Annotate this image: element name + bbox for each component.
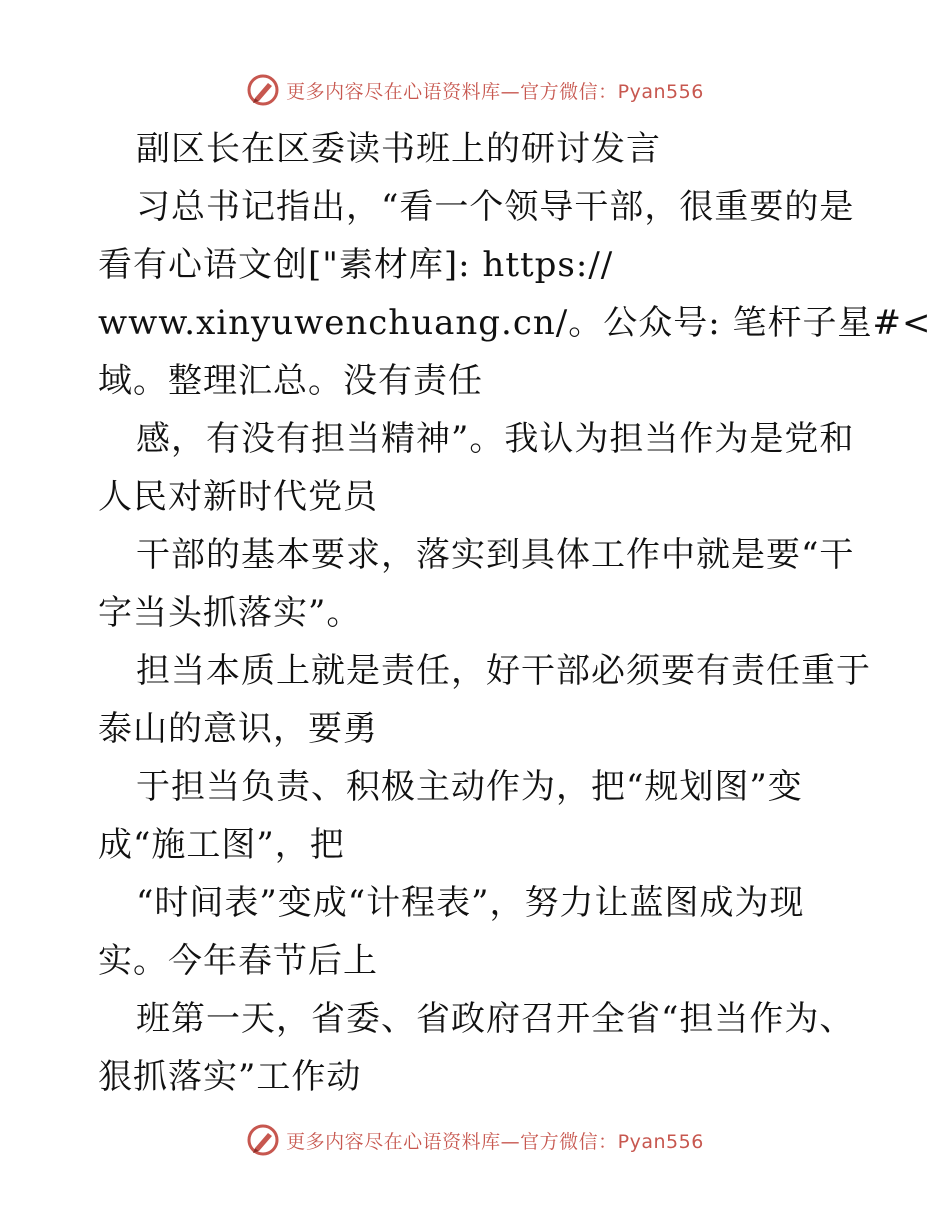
document-body: [98, 120, 932, 1106]
footer-banner: [0, 1120, 950, 1160]
text-line: 域。整理汇总。没有责任: [98, 361, 483, 401]
text-line: www.xinyuwenchuang.cn/。公众号: 笔杆子星#<: [98, 303, 932, 343]
header-banner: [0, 70, 950, 110]
text-line: 干部的基本要求，落实到具体工作中就是要“干: [136, 535, 855, 575]
text-line: 成“施工图”，把: [98, 825, 345, 865]
text-line: 习总书记指出，“看一个领导干部，很重要的是: [136, 187, 855, 227]
text-line: 实。今年春节后上: [98, 941, 378, 981]
text-line: 担当本质上就是责任，好干部必须要有责任重于: [136, 651, 871, 691]
banner-text: 更多内容尽在心语资料库—官方微信：Pyan556: [286, 1130, 704, 1153]
text-line: 看有心语文创["素材库]: https://: [98, 245, 614, 285]
text-line: 感，有没有担当精神”。我认为担当作为是党和: [136, 419, 855, 459]
pen-logo-icon: [246, 1123, 280, 1157]
text-line: 人民对新时代党员: [98, 477, 378, 517]
text-line: 字当头抓落实”。: [98, 593, 362, 633]
text-line: 副区长在区委读书班上的研讨发言: [136, 129, 661, 169]
text-line: 狠抓落实”工作动: [98, 1057, 362, 1097]
text-line: 于担当负责、积极主动作为，把“规划图”变: [136, 767, 803, 807]
banner-text: 更多内容尽在心语资料库—官方微信：Pyan556: [286, 80, 704, 103]
text-line: 班第一天，省委、省政府召开全省“担当作为、: [136, 999, 855, 1039]
pen-logo-icon: [246, 73, 280, 107]
text-line: “时间表”变成“计程表”，努力让蓝图成为现: [136, 883, 805, 923]
text-line: 泰山的意识，要勇: [98, 709, 378, 749]
